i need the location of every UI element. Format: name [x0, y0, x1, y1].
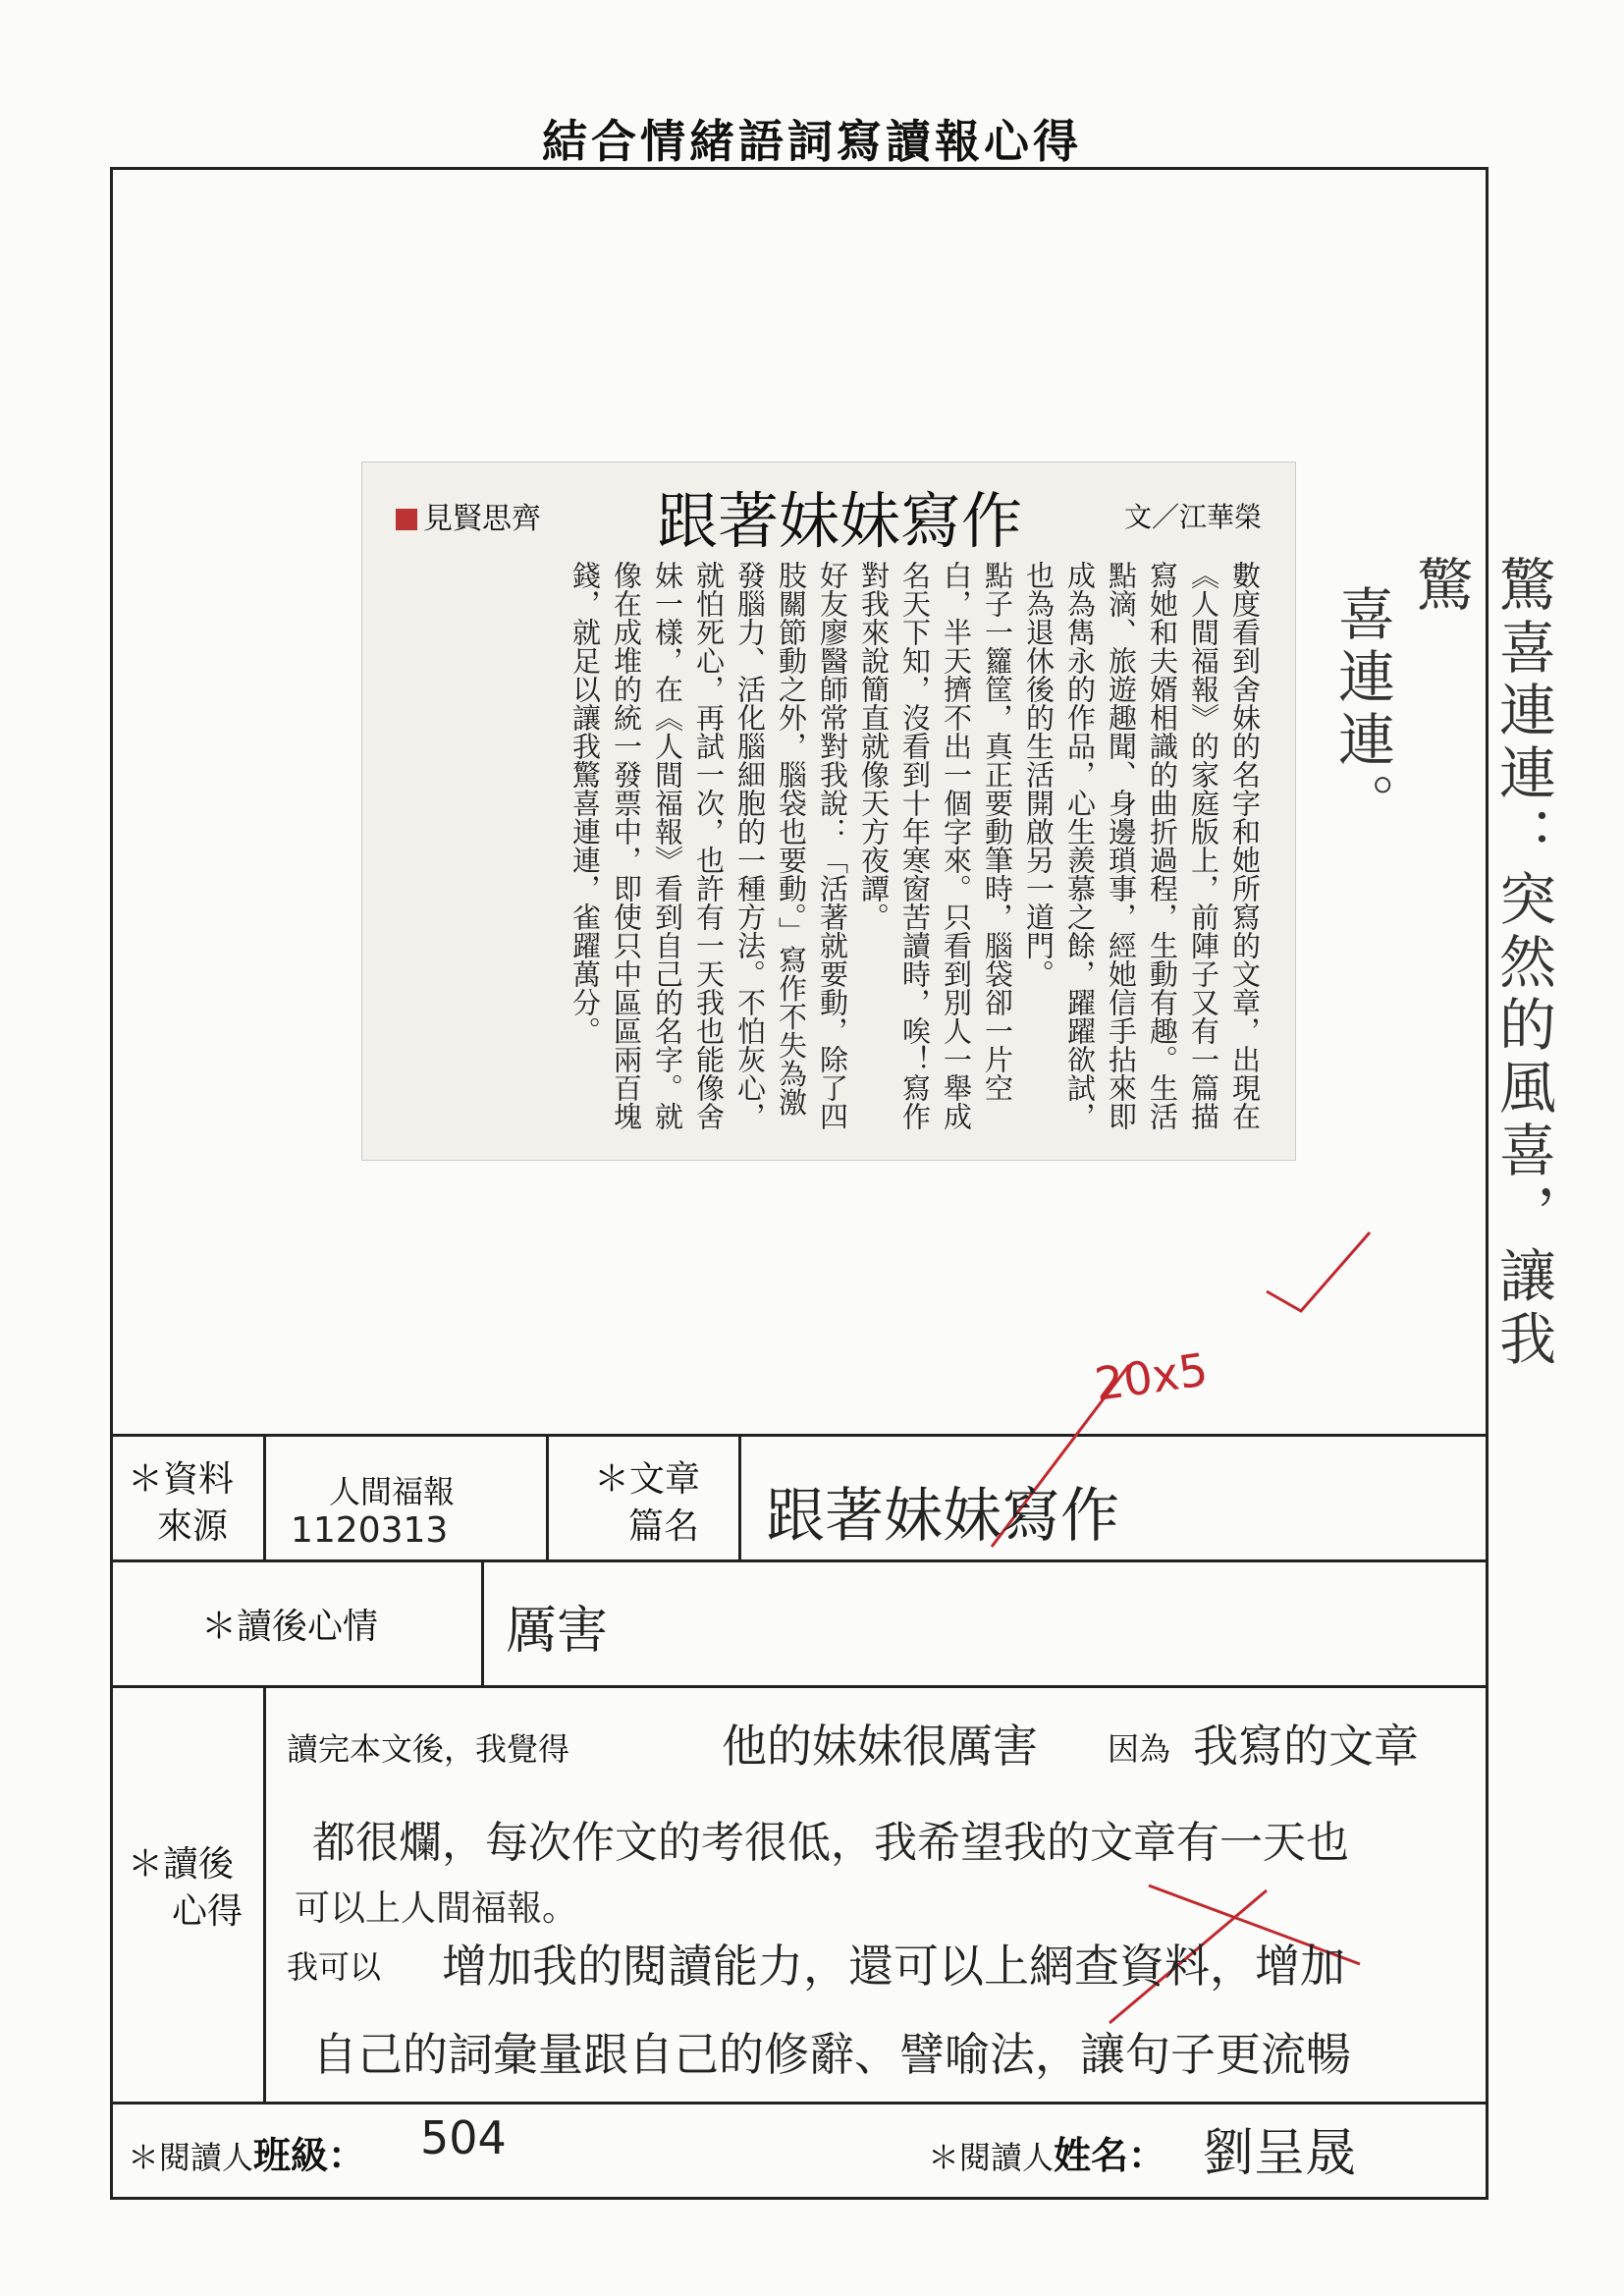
reflection-answer-3: 都很爛，每次作文的考很低，我希望我的文章有一天也: [312, 1818, 1349, 1868]
side-note-column-1: 驚喜連連：突然的風喜，讓我驚: [1407, 555, 1556, 1372]
clipping-author: 文／江華榮: [1123, 501, 1262, 533]
form-title: 結合情緒語詞寫讀報心得: [542, 115, 1082, 168]
mood-label: ＊讀後心情: [201, 1607, 379, 1647]
reflection-answer-5: 增加我的閱讀能力，還可以上網查資料，增加: [442, 1940, 1345, 1993]
reader-class-label: ＊閱讀人班級：: [128, 2133, 366, 2177]
reflection-answer-2: 我寫的文章: [1193, 1720, 1419, 1773]
because-label: 因為: [1108, 1730, 1171, 1768]
column-name: 見賢思齊: [423, 502, 541, 536]
reflection-label-2: 心得: [172, 1891, 244, 1932]
reflection-answer-6: 自己的詞彙量跟自己的修辭、譬喻法，讓句子更流暢: [312, 2028, 1351, 2081]
mood-value: 厲害: [506, 1602, 609, 1661]
source-date: 1120313: [291, 1510, 449, 1551]
side-note-column-2: 喜連連。: [1328, 584, 1395, 836]
source-label-2: 來源: [157, 1506, 229, 1547]
clipping-paragraph: 點子一籮筐，真正要動筆時，腦袋卻一片空白，半天擠不出一個字來。只看到別人一舉成名天下知，沒看到十年寒窗苦讀時，唉！寫作對我來說簡直就像天方夜譚。: [857, 561, 1014, 1130]
article-title-value: 跟著妹妹寫作: [766, 1482, 1119, 1551]
reflection-answer-1: 他的妹妹很厲害: [722, 1720, 1038, 1773]
reflection-answer-4: 可以上人間福報。: [295, 1888, 578, 1929]
clipping-paragraph: 好友廖醫師常對我說：「活著就要動，除了四肢關節動之外，腦袋也要動。」寫作不失為激發腦力、活化腦細胞的一種方法。不怕灰心，就怕死心，再試一次，也許有一天我也能像舍妹一樣，在《人間福報》看到自己的名字。就像在成堆的統一發票中，即使只中區區兩百塊錢，就足以讓我驚喜連連，雀躍萬分。: [568, 561, 849, 1130]
reflection-prompt: 讀完本文後，我覺得: [287, 1730, 570, 1768]
clipping-headline: 跟著妹妹寫作: [657, 485, 1023, 557]
source-value: 人間福報: [329, 1473, 456, 1510]
reflection-label-1: ＊讀後: [128, 1844, 235, 1885]
teacher-score: 20x5: [1091, 1342, 1212, 1411]
reader-class-value: 504: [420, 2111, 507, 2164]
source-label-1: ＊資料: [128, 1459, 235, 1500]
article-label-1: ＊文章: [594, 1459, 701, 1500]
reader-name-value: 劉呈晟: [1203, 2124, 1357, 2183]
check-mark-icon: [1267, 1232, 1370, 1311]
clipping-paragraph: 數度看到舍妹的名字和她所寫的文章，出現在《人間福報》的家庭版上，前陣子又有一篇描寫她和夫婿相識的曲折過程，生動有趣。生活點滴、旅遊趣聞、身邊瑣事，經她信手拈來即成為雋永的作品，心生羨慕之餘，躍躍欲試，也為退休後的生活開啟另一道門。: [1022, 561, 1262, 1130]
article-label-2: 篇名: [628, 1506, 700, 1547]
reader-name-label: ＊閱讀人姓名：: [928, 2133, 1166, 2177]
can-do-label: 我可以: [287, 1948, 382, 1986]
